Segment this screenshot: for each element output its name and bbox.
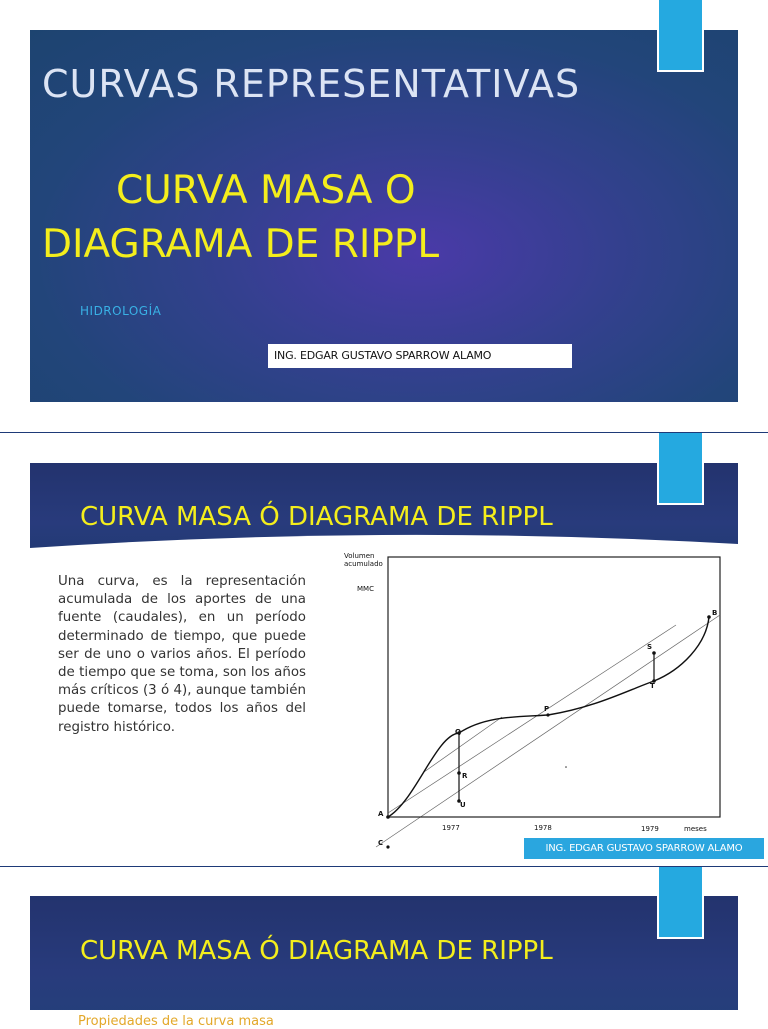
- point-label-b: B: [712, 609, 718, 617]
- point-c-marker: [386, 845, 389, 848]
- mass-curve-figure: [336, 545, 726, 865]
- point-label-t: T: [650, 682, 655, 690]
- slide-1-accent-tab: [657, 0, 704, 72]
- point-label-c: C: [378, 839, 384, 847]
- slide-2-author-box: ING. EDGAR GUSTAVO SPARROW ALAMO: [524, 838, 764, 859]
- slide-3-subtitle: Propiedades de la curva masa: [78, 1014, 274, 1029]
- mass-curve-line: [388, 617, 709, 817]
- slide-2-accent-tab: [657, 433, 704, 505]
- point-label-p: P: [544, 705, 550, 713]
- slide-1-author-box: ING. EDGAR GUSTAVO SPARROW ALAMO: [268, 344, 572, 368]
- slide-1-subtitle-line2: DIAGRAMA DE RIPPL: [42, 222, 440, 267]
- x-tick-1979: 1979: [641, 825, 659, 833]
- figure-ylabel-line3: MMC: [357, 585, 374, 593]
- figure-frame: [388, 557, 720, 817]
- slide-1-course-label: HIDROLOGÍA: [80, 304, 162, 318]
- point-a-marker: [386, 815, 390, 819]
- tangent-line-lower: [376, 615, 720, 847]
- point-b-marker: [707, 615, 711, 619]
- point-label-r: R: [462, 772, 468, 780]
- point-r-marker: [457, 771, 461, 775]
- x-unit-label: meses: [684, 825, 707, 833]
- tangent-line-upper: [388, 625, 676, 813]
- figure-ylabel-line2: acumulado: [344, 560, 383, 568]
- slide-separator-1: [0, 432, 768, 433]
- slide-1-title: CURVAS REPRESENTATIVAS: [42, 62, 581, 106]
- point-label-s: S: [647, 643, 653, 651]
- slide-3-accent-tab: [657, 867, 704, 939]
- slide-3-title: CURVA MASA Ó DIAGRAMA DE RIPPL: [80, 936, 553, 966]
- figure-speck: [565, 766, 567, 768]
- slide-2-title: CURVA MASA Ó DIAGRAMA DE RIPPL: [80, 502, 553, 532]
- slide-2-body-text: Una curva, es la representación acumulada de los aportes de una fuente (caudales), en un período determinado de tiempo, que puede ser de uno o varios años. El período de tiempo que se toma, son los años más críticos (3 ó 4), aunque también puede tomarse, todos los años del registro histórico.: [58, 574, 306, 735]
- slide-1-subtitle-line1: CURVA MASA O: [116, 168, 416, 213]
- point-s-marker: [652, 651, 656, 655]
- figure-ylabel-line1: Volumen: [344, 552, 375, 560]
- point-p-marker: [546, 713, 549, 716]
- x-tick-1978: 1978: [534, 824, 552, 832]
- point-label-q: Q: [455, 728, 461, 736]
- slide-separator-2: [0, 866, 768, 867]
- point-label-u: U: [460, 801, 466, 809]
- x-tick-1977: 1977: [442, 824, 460, 832]
- point-label-a: A: [378, 810, 384, 818]
